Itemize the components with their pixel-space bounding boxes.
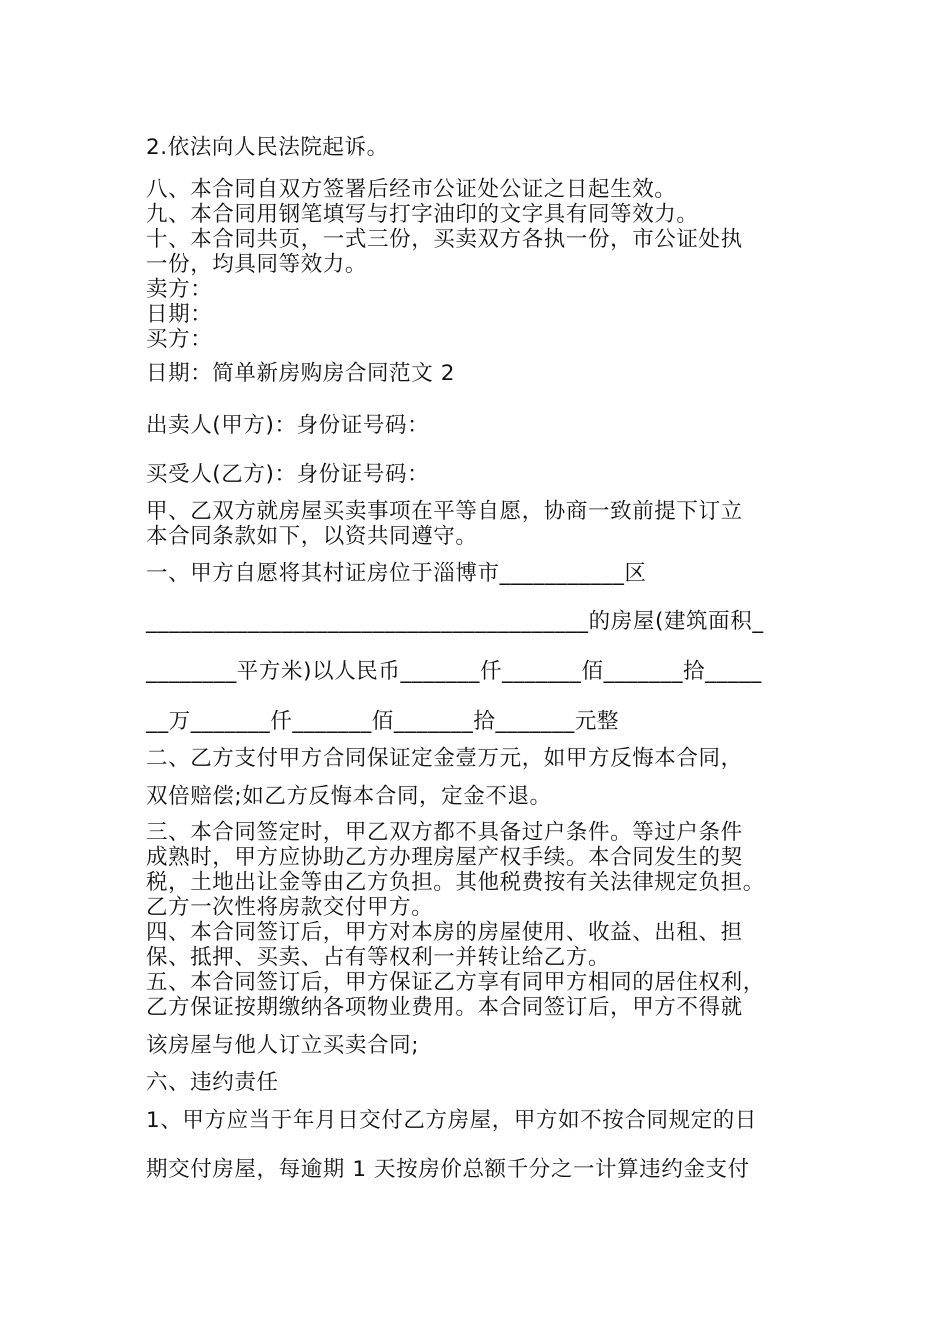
text-line: 2.依法向人民法院起诉。 xyxy=(146,135,389,160)
text-line: 三、本合同签定时，甲乙双方都不具备过户条件。等过户条件 xyxy=(146,820,743,845)
text-line: 乙方一次性将房款交付甲方。 xyxy=(146,895,434,920)
text-line: ________平方米)以人民币_______仟_______佰_______拾_____ xyxy=(146,659,762,684)
text-line: __万_______仟_______佰_______拾_______元整 xyxy=(146,709,620,734)
text-line: 该房屋与他人订立买卖合同; xyxy=(146,1033,420,1058)
text-line: _______________________________________的房屋(建筑面积_ xyxy=(146,609,764,634)
text-line: 甲、乙双方就房屋买卖事项在平等自愿，协商一致前提下订立 xyxy=(146,499,743,524)
text-line: 期交付房屋，每逾期 1 天按房价总额千分之一计算违约金支付 xyxy=(146,1157,750,1182)
text-line: 二、乙方支付甲方合同保证定金壹万元，如甲方反悔本合同， xyxy=(146,746,743,771)
text-line: 1、甲方应当于年月日交付乙方房屋，甲方如不按合同规定的日 xyxy=(146,1108,757,1133)
text-line: 一份，均具同等效力。 xyxy=(146,252,368,277)
text-line: 六、违约责任 xyxy=(146,1070,279,1095)
text-line: 九、本合同用钢笔填写与打字油印的文字具有同等效力。 xyxy=(146,202,699,227)
text-line: 八、本合同自双方签署后经市公证处公证之日起生效。 xyxy=(146,177,677,202)
text-line: 双倍赔偿;如乙方反悔本合同，定金不退。 xyxy=(146,784,552,809)
text-line: 五、本合同签订后，甲方保证乙方享有同甲方相同的居住权利， xyxy=(146,970,765,995)
text-line: 日期： xyxy=(146,302,213,327)
text-line: 出卖人(甲方)：身份证号码： xyxy=(146,413,430,438)
text-line: 本合同条款如下，以资共同遵守。 xyxy=(146,524,478,549)
text-line: 一、甲方自愿将其村证房位于淄博市___________区 xyxy=(146,561,647,586)
text-line: 买方： xyxy=(146,327,213,352)
text-line: 税，土地出让金等由乙方负担。其他税费按有关法律规定负担。 xyxy=(146,870,765,895)
text-line: 日期：简单新房购房合同范文 2 xyxy=(146,361,456,386)
text-line: 四、本合同签订后，甲方对本房的房屋使用、收益、出租、担 xyxy=(146,920,743,945)
text-line: 卖方： xyxy=(146,277,213,302)
text-line: 买受人(乙方)：身份证号码： xyxy=(146,462,430,487)
text-line: 成熟时，甲方应协助乙方办理房屋产权手续。本合同发生的契 xyxy=(146,845,743,870)
text-line: 十、本合同共页，一式三份，买卖双方各执一份，市公证处执 xyxy=(146,227,743,252)
text-line: 乙方保证按期缴纳各项物业费用。本合同签订后，甲方不得就 xyxy=(146,995,743,1020)
text-line: 保、抵押、买卖、占有等权利一并转让给乙方。 xyxy=(146,945,611,970)
